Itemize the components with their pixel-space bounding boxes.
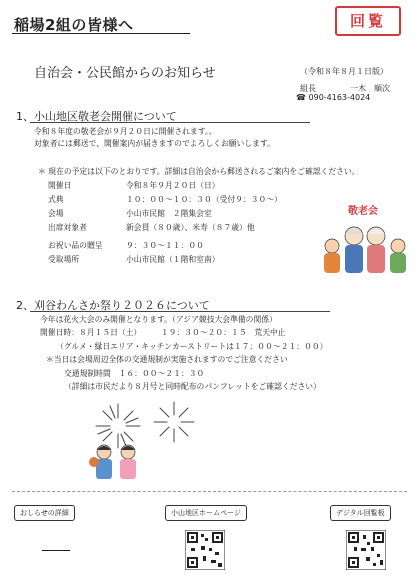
row-value-gift: ９：３０～１１：００ — [126, 241, 204, 250]
section2-line-4: ＊当日は会場周辺全体の交通規制が実施されますのでご注意ください — [46, 355, 288, 364]
qr-code-digital-board[interactable] — [346, 530, 386, 570]
footer-label-homepage: 小山地区ホームページ — [165, 505, 247, 521]
row-value-pickup: 小山市民館（１階和室南） — [126, 255, 220, 264]
section1-intro-1: 令和８年度の敬老会が９月２０日に開催されます。。 — [34, 127, 217, 136]
title-underline — [12, 33, 190, 34]
footer-divider — [12, 491, 407, 492]
section2-line-3: （グルメ・縁日エリア・キッチンカーストリートは１７：００～２１：００） — [56, 342, 328, 351]
section1-heading: 1、小山地区敬老会開催について — [16, 110, 177, 123]
row-value-ceremony: １０：００～１０：３０（受付９：３０～） — [126, 195, 282, 204]
row-label-gift: お祝い品の贈呈 — [48, 241, 103, 250]
section2-heading: 2、刈谷わんさか祭り２０２６について — [16, 299, 210, 312]
chief-name: 一木 順次 — [350, 84, 390, 93]
circulation-stamp: 回覧 — [335, 6, 401, 36]
row-label-attendees: 出席対象者 — [48, 223, 87, 232]
fireworks-illustration — [82, 396, 212, 482]
footer-label-digital-board: デジタル回覧板 — [330, 505, 391, 521]
section2-line-1: 今年は花火大会のみ開催となります。（アジア競技大会準備の関係） — [40, 315, 277, 324]
issue-date: （令和８年８月１日版） — [300, 67, 388, 76]
section2-line-2: 開催日時：８月１５日（土） １９：３０～２０：１５ 荒天中止 — [40, 328, 286, 337]
contact-phone: ☎ 090-4163-4024 — [296, 93, 371, 102]
section2-line-6: （詳細は市民だより８月号と同時配布のパンフレットをご確認ください） — [64, 382, 321, 391]
section2-line-5: 交通規制時間 １６：００～２１：３０ — [64, 369, 205, 378]
page-title: 稲場2組の皆様へ — [14, 16, 134, 34]
footer-label-details: おしらせの詳細 — [14, 505, 75, 521]
notice-subtitle: 自治会・公民館からのお知らせ — [34, 66, 216, 81]
section1-underline — [30, 122, 310, 123]
row-value-venue: 小山市民館 ２階集会室 — [126, 209, 212, 218]
row-label-date: 開催日 — [48, 181, 72, 190]
section1-intro-2: 対象者には郵送で、開催案内が届きますのでよろしくお願いします。 — [34, 139, 275, 148]
section2-underline — [30, 311, 330, 312]
qr-code-homepage[interactable] — [185, 530, 225, 570]
row-label-venue: 会場 — [48, 209, 64, 218]
footer-short-line — [42, 550, 70, 551]
chief-label: 組長 — [300, 84, 316, 93]
row-value-attendees: 新会員（８０歳）、米寿（８７歳）他 — [126, 223, 255, 232]
section1-note: ＊ 現在の予定は以下のとおりです。詳細は自治会から郵送されるご案内をご確認ください。 — [38, 167, 360, 176]
row-label-pickup: 受取場所 — [48, 255, 80, 264]
elderly-family-illustration — [318, 198, 410, 282]
row-label-ceremony: 式典 — [48, 195, 64, 204]
keirokai-badge: 敬老会 — [348, 206, 378, 217]
row-value-date: 令和８年９月２０日（日） — [126, 181, 220, 190]
